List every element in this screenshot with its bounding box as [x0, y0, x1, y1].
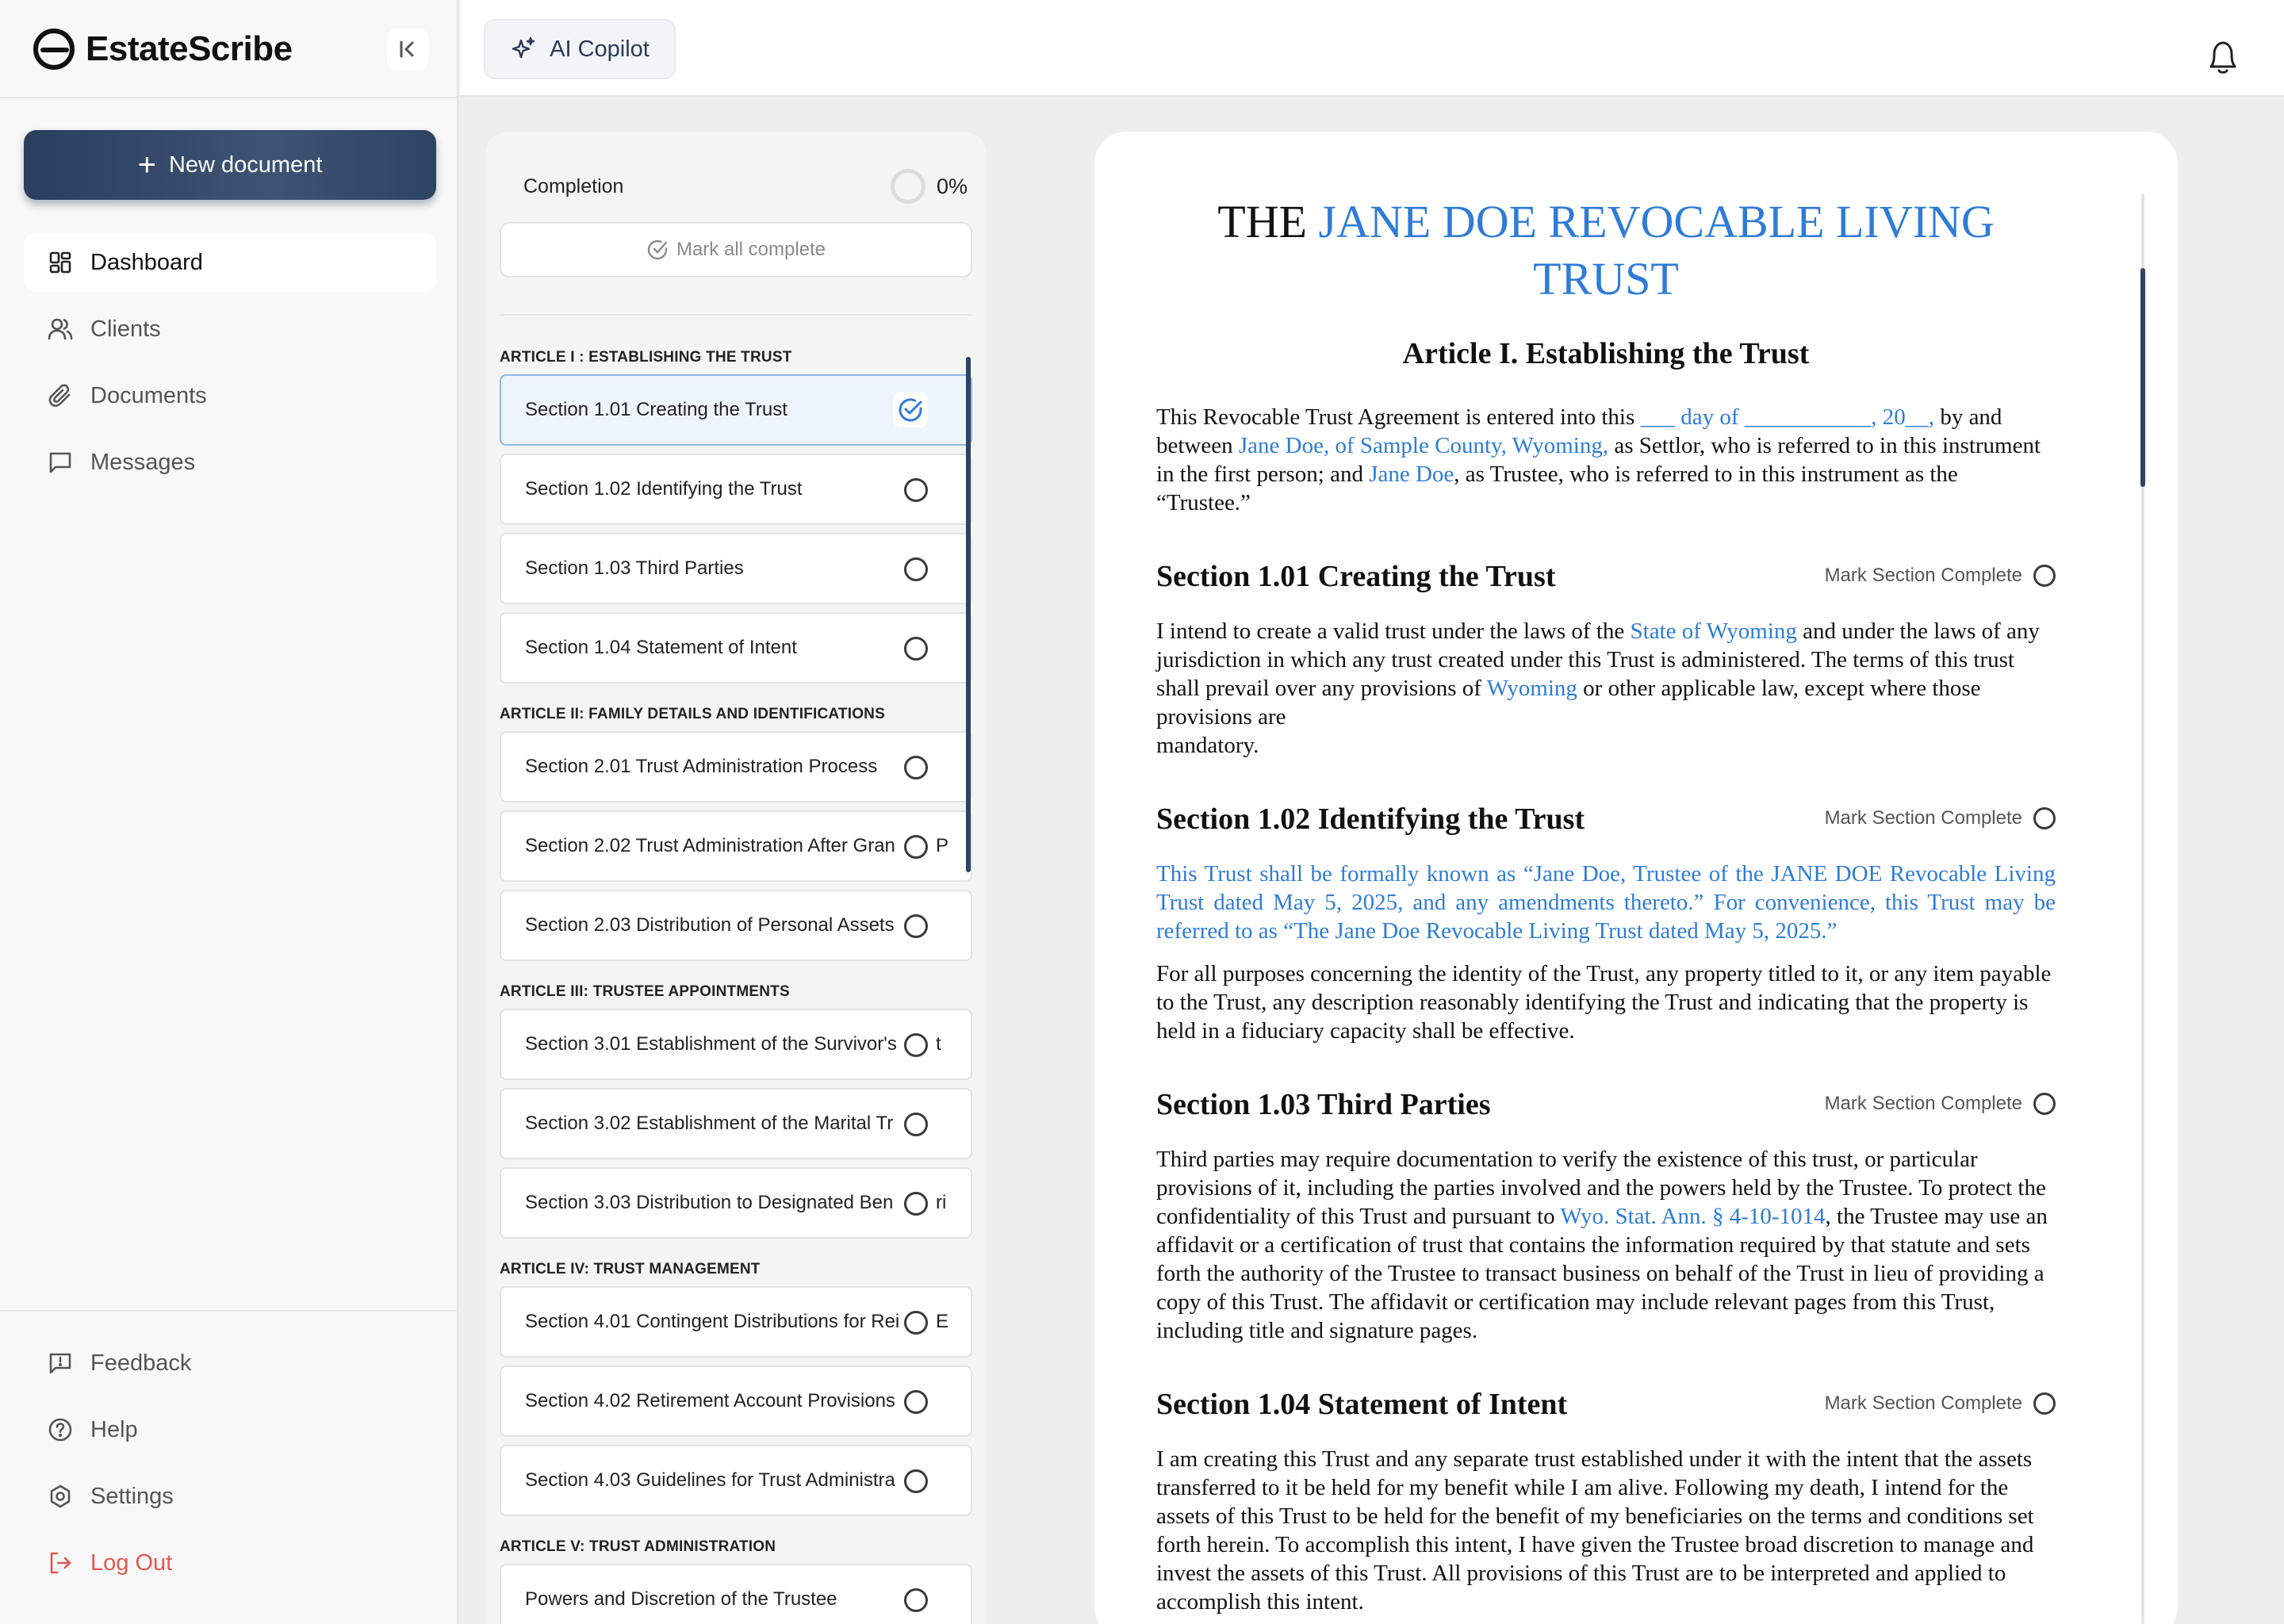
outline-list [500, 346, 972, 1624]
new-document-button[interactable] [24, 130, 436, 200]
text: , as Trustee, who is referred to in this instrument as the [1454, 462, 1958, 487]
section-label: Section 1.03 Third Parties [525, 557, 744, 579]
text: This Revocable Trust Agreement is entered into this [1156, 404, 1641, 430]
section-title: Section 1.04 Statement of Intent [1156, 1388, 1568, 1421]
outline-section-item[interactable] [500, 1009, 972, 1080]
section-label-overflow: ri [936, 1192, 947, 1213]
sidebar-item-dashboard[interactable] [24, 233, 436, 292]
section-header [1156, 799, 2056, 839]
mark-section-label: Mark Section Complete [1824, 807, 2022, 829]
brand-name: EstateScribe [86, 29, 293, 68]
text: mandatory. [1156, 733, 1259, 758]
state-field[interactable]: State of Wyoming [1630, 619, 1797, 644]
mark-all-complete-button[interactable] [500, 222, 972, 278]
outline-section-item[interactable] [500, 1088, 972, 1159]
date-field[interactable]: ___ day of ___________, 20__, [1640, 404, 1935, 430]
bell-icon[interactable] [2205, 36, 2241, 76]
outline-section-item[interactable] [500, 1167, 972, 1239]
outline-section-item[interactable] [500, 731, 972, 802]
sidebar-item-label: Help [90, 1416, 138, 1442]
section-complete-radio[interactable] [904, 835, 928, 859]
section-complete-radio[interactable] [2033, 1093, 2056, 1115]
statute-field[interactable]: Wyo. Stat. Ann. § 4-10-1014 [1560, 1204, 1826, 1229]
section-label: Section 2.01 Trust Administration Process [525, 756, 878, 777]
article-heading: ARTICLE V: TRUST ADMINISTRATION [500, 1538, 776, 1555]
sidebar-bottom-nav [24, 1334, 436, 1600]
section-complete-radio[interactable] [904, 1033, 928, 1057]
section-label: Section 3.02 Establishment of the Marital Tr [525, 1113, 894, 1134]
paperclip-icon [48, 383, 73, 408]
title-prefix: THE [1217, 196, 1319, 247]
section-complete-radio[interactable] [904, 1588, 928, 1612]
section-label: Section 2.02 Trust Administration After Gran [525, 835, 895, 856]
outline-section-item[interactable] [500, 454, 972, 525]
section-title: Section 1.01 Creating the Trust [1156, 560, 1556, 593]
intro-paragraph [1156, 403, 2056, 517]
mark-section-label: Mark Section Complete [1824, 1093, 2022, 1114]
sidebar-item-settings[interactable] [24, 1467, 436, 1526]
section-complete-radio[interactable] [904, 478, 928, 502]
section-paragraph [1156, 617, 2056, 760]
check-circle-icon [897, 396, 924, 423]
ai-copilot-button[interactable] [484, 19, 676, 79]
mark-section-complete-button[interactable] [1825, 807, 2056, 829]
top-bar [460, 0, 2284, 97]
text: , the Trustee may use an [1825, 1204, 2048, 1229]
plus-icon: + [137, 147, 156, 182]
new-document-label: New document [168, 151, 323, 178]
article-heading: ARTICLE II: FAMILY DETAILS AND IDENTIFICATIONS [500, 706, 885, 722]
section-label: Section 4.02 Retirement Account Provisions [525, 1390, 895, 1411]
outline-divider [500, 314, 972, 316]
outline-section-item[interactable] [500, 612, 972, 684]
section-label: Powers and Discretion of the Trustee [525, 1588, 837, 1610]
section-complete-radio[interactable] [904, 1192, 928, 1216]
sidebar-nav [24, 233, 436, 500]
sidebar-item-documents[interactable] [24, 366, 436, 425]
outline-section-item[interactable] [500, 810, 972, 882]
sidebar-item-logout[interactable] [24, 1534, 436, 1592]
section-title: Section 1.03 Third Parties [1156, 1088, 1491, 1121]
completion-row [523, 167, 968, 206]
ai-copilot-label: AI Copilot [550, 36, 650, 62]
section-label: Section 4.03 Guidelines for Trust Administra [525, 1469, 895, 1491]
sidebar-item-feedback[interactable] [24, 1334, 436, 1392]
outline-section-item[interactable] [500, 1365, 972, 1437]
section-header [1156, 1085, 2056, 1124]
document-title [1156, 193, 2056, 308]
brand[interactable] [32, 25, 293, 73]
mark-all-label: Mark all complete [676, 239, 826, 260]
section-label: Section 4.01 Contingent Distributions for Rei [525, 1311, 900, 1332]
sidebar-item-clients[interactable] [24, 300, 436, 358]
trustee-field[interactable]: Jane Doe [1369, 462, 1454, 487]
sidebar-divider [0, 1310, 458, 1312]
logout-icon [48, 1550, 73, 1576]
text: affidavit or a certification of trust that contains the information required by that statute and sets forth the authority of the Trustee to transact business on behalf of the Trust in lieu of providing a copy of this Trust. The affidavit or certification may include relevant pages from this Trust, including title and signature pages. [1156, 1232, 2044, 1343]
trust-name-field[interactable]: JANE DOE REVOCABLE LIVING TRUST [1318, 196, 1995, 304]
dashboard-icon [48, 250, 73, 275]
text: Third parties may require documentation to verify the existence of this trust, or particular provisions of it, including the parties involved and the powers held by the Trustee. To protect the confidentiality of this Trust and pursuant to [1156, 1147, 2046, 1229]
section-label-overflow: t [936, 1033, 941, 1055]
completion-label: Completion [523, 174, 624, 197]
settlor-field[interactable]: Jane Doe, of Sample County, Wyoming, [1238, 433, 1609, 458]
sidebar-item-label: Dashboard [90, 249, 203, 275]
mark-section-complete-button[interactable] [1825, 1093, 2056, 1115]
sidebar-item-help[interactable] [24, 1400, 436, 1459]
outline-section-item[interactable] [500, 1286, 972, 1358]
document-content [1156, 193, 2056, 1616]
sidebar-item-label: Settings [90, 1483, 174, 1509]
sidebar [0, 0, 458, 1624]
section-complete-radio[interactable] [2033, 807, 2056, 829]
section-label: Section 1.04 Statement of Intent [525, 637, 797, 658]
collapse-sidebar-button[interactable] [387, 29, 428, 70]
article-title: Article I. Establishing the Trust [1402, 337, 1810, 370]
mark-section-complete-button[interactable] [1825, 565, 2056, 587]
section-complete-radio[interactable] [904, 1390, 928, 1414]
text: “Trustee.” [1156, 490, 1251, 515]
message-icon [48, 450, 73, 475]
completion-indicator [891, 169, 968, 204]
outline-panel [485, 132, 987, 1624]
section-label: Section 3.01 Establishment of the Survivor's [525, 1033, 897, 1055]
section-complete-radio[interactable] [904, 1113, 928, 1136]
check-circle-icon [646, 239, 669, 261]
sidebar-item-label: Messages [90, 449, 196, 475]
section-complete-check[interactable] [893, 393, 928, 427]
sidebar-item-label: Documents [90, 382, 207, 408]
sidebar-item-label: Log Out [90, 1549, 173, 1576]
estatescribe-logo-icon [32, 27, 76, 71]
section-label: Section 1.02 Identifying the Trust [525, 478, 803, 500]
completion-value: 0% [936, 174, 968, 198]
document-scrollbar-thumb[interactable] [2140, 268, 2145, 487]
article-heading: ARTICLE III: TRUSTEE APPOINTMENTS [500, 983, 790, 1000]
outline-scrollbar[interactable] [966, 357, 971, 872]
mark-section-label: Mark Section Complete [1824, 565, 2022, 586]
text: and under the laws of any jurisdiction in which any trust created under this Trust is administered. The terms of this trust shall prevail over any provisions of [1156, 619, 2040, 701]
outline-section-item[interactable] [500, 890, 972, 961]
section-label-overflow: E [936, 1311, 949, 1332]
feedback-icon [48, 1350, 73, 1376]
text: I intend to create a valid trust under the laws of the [1156, 619, 1631, 644]
mark-section-complete-button[interactable] [1825, 1392, 2056, 1415]
text: or other applicable law, except where those provisions are [1156, 676, 1981, 730]
trust-identity-field[interactable]: This Trust shall be formally known as “Jane Doe, Trustee of the JANE DOE Revocable Living Trust dated May 5, 2025, and any amendments thereto.” For convenience, this Trust may be referred to as “The Jane Doe Revocable Living Trust dated May 5, 2025.” [1156, 861, 2056, 944]
section-paragraph: I am creating this Trust and any separate trust established under it with the intent that the assets transferred to it be held for my benefit while I am alive. Following my death, I intend for the assets of this Trust to be held for the benefit of my beneficiaries on the terms and conditions set forth herein. To accomplish this intent, I have given the Trustee broad discretion to manage and invest the assets of this Trust. All provisions of this Trust are to be interpreted and applied to accomplish this intent. [1156, 1446, 2034, 1614]
sparkle-icon [510, 36, 537, 63]
help-icon [48, 1417, 73, 1442]
section-complete-radio[interactable] [904, 1469, 928, 1493]
text: as Settlor, who is referred to in this instrument in the first person; and [1156, 433, 2041, 487]
state-field[interactable]: Wyoming [1486, 676, 1577, 701]
section-header [1156, 557, 2056, 596]
section-paragraph: For all purposes concerning the identity of the Trust, any property titled to it, or any item payable to the Trust, any description reasonably identifying the Trust and indicating that the property is held in a fiduciary capacity shall be effective. [1156, 961, 2052, 1044]
section-paragraph [1156, 1145, 2056, 1345]
section-label: Section 1.01 Creating the Trust [525, 399, 788, 420]
sidebar-item-label: Feedback [90, 1350, 192, 1376]
progress-ring-icon [891, 169, 925, 204]
settings-icon [48, 1484, 73, 1509]
sidebar-divider [0, 97, 458, 98]
section-label: Section 2.03 Distribution of Personal Assets [525, 914, 895, 936]
outline-section-item[interactable] [500, 533, 972, 604]
article-heading: ARTICLE I : ESTABLISHING THE TRUST [500, 349, 792, 366]
section-complete-radio[interactable] [904, 637, 928, 661]
sidebar-item-label: Clients [90, 316, 161, 342]
section-complete-radio[interactable] [2033, 565, 2056, 587]
section-complete-radio[interactable] [904, 914, 928, 938]
section-label-overflow: P [936, 835, 949, 856]
outline-section-item[interactable] [500, 1445, 972, 1516]
users-icon [48, 316, 73, 342]
mark-section-label: Mark Section Complete [1824, 1392, 2022, 1414]
text: by and between [1156, 404, 2002, 458]
outline-section-item[interactable] [500, 374, 972, 446]
section-complete-radio[interactable] [904, 1311, 928, 1335]
section-complete-radio[interactable] [904, 557, 928, 581]
outline-section-item[interactable] [500, 1564, 972, 1624]
section-complete-radio[interactable] [904, 756, 928, 779]
section-title: Section 1.02 Identifying the Trust [1156, 802, 1585, 836]
section-label: Section 3.03 Distribution to Designated Ben [525, 1192, 894, 1213]
sidebar-item-messages[interactable] [24, 433, 436, 492]
document-page [1094, 132, 2178, 1624]
section-complete-radio[interactable] [2033, 1392, 2056, 1415]
article-heading: ARTICLE IV: TRUST MANAGEMENT [500, 1261, 761, 1277]
section-header [1156, 1385, 2056, 1424]
collapse-icon [397, 38, 419, 60]
